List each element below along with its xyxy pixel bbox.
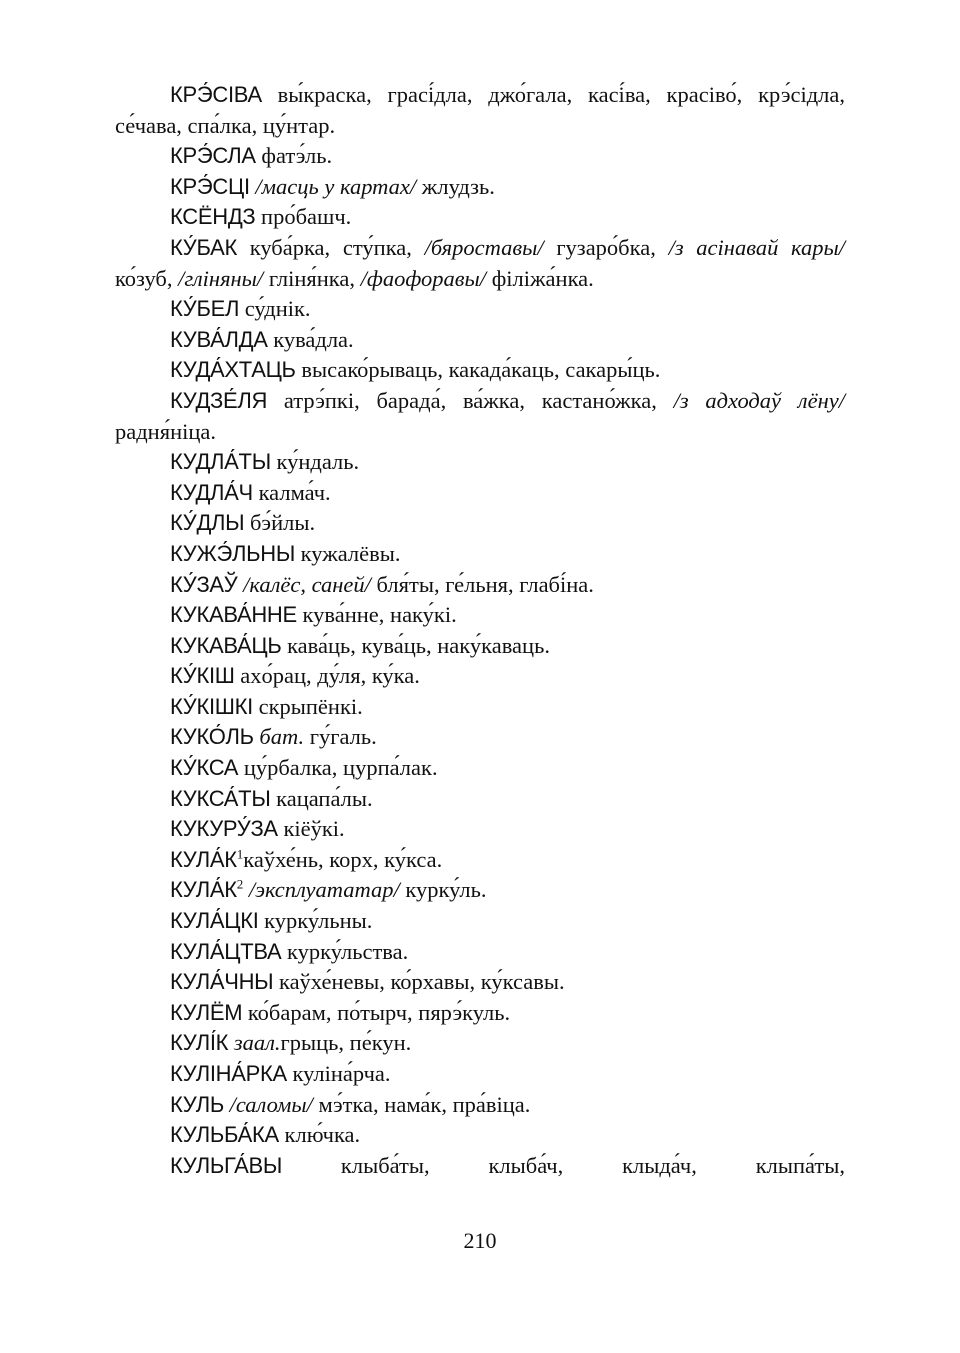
headword: КУ́БЕЛ — [170, 296, 240, 322]
dictionary-entry — [115, 202, 845, 233]
synonyms-text: жлудзь. — [416, 173, 495, 199]
dictionary-entry — [115, 508, 845, 539]
headword: КУ́КІШКІ — [170, 693, 253, 719]
dictionary-entry — [115, 875, 845, 906]
headword: КУДЛА́Ч — [170, 479, 253, 505]
synonyms-text: курку́льства. — [281, 938, 409, 964]
synonyms-text: бэ́йлы. — [244, 510, 316, 536]
headword: КУКАВА́ННЕ — [170, 602, 297, 628]
headword: КУКО́ЛЬ — [170, 724, 254, 750]
synonyms-text: калма́ч. — [252, 479, 331, 505]
headword: КУЛЬБА́КА — [170, 1122, 279, 1148]
synonyms-text: курку́льны. — [258, 908, 373, 934]
synonyms-text: вы́краска, грасі́дла, джо́гала, касі́ва, красіво́, крэ́сідла, се́чава, спа́лка, цу́нтар. — [115, 82, 845, 138]
headword: КУЛА́К — [170, 846, 237, 872]
dictionary-entry — [115, 784, 845, 815]
synonyms-text: ку́ндаль. — [270, 449, 360, 475]
synonyms-text: філіжа́нка. — [486, 265, 594, 291]
synonyms-text: скрыпёнкі. — [252, 693, 363, 719]
synonyms-text: кацапа́лы. — [270, 785, 373, 811]
headword: КРЭ́СЦІ — [170, 173, 250, 199]
synonyms-text: бля́ты, ге́льня, глабі́на. — [370, 571, 594, 597]
headword: КУ́КІШ — [170, 663, 235, 689]
headword: КУЛЁМ — [170, 999, 243, 1025]
usage-note: заал. — [233, 1030, 281, 1056]
synonyms-text: высако́рываць, какада́каць, сакары́ць. — [295, 357, 661, 383]
headword: КУ́ДЛЫ — [170, 510, 245, 536]
synonyms-text: клыба́ты, клыба́ч, клыда́ч, клыпа́ты, — [282, 1152, 845, 1178]
dictionary-entry — [115, 386, 845, 447]
synonyms-text: каўхе́невы, ко́рхавы, ку́ксавы. — [273, 969, 565, 995]
synonyms-text: каўхе́нь, корх, ку́кса. — [243, 846, 443, 872]
headword: КСЁНДЗ — [170, 204, 256, 230]
synonyms-text: куба́рка, сту́пка, — [236, 234, 425, 260]
dictionary-entry — [115, 325, 845, 356]
synonyms-text: кава́ць, кува́ць, наку́каваць. — [281, 632, 550, 658]
synonyms-text: кіёўкі. — [277, 816, 345, 842]
homonym-index: 1 — [236, 846, 244, 862]
headword: КУЛА́К — [170, 877, 237, 903]
synonyms-text: цу́рбалка, цурпа́лак. — [238, 755, 438, 781]
headword: КУЖЭ́ЛЬНЫ — [170, 540, 296, 566]
dictionary-entry — [115, 1120, 845, 1151]
synonyms-text: axо́рац, ду́ля, ку́ка. — [234, 663, 420, 689]
dictionary-entry — [115, 631, 845, 662]
dictionary-entry — [115, 447, 845, 478]
headword: КУДА́ХТАЦЬ — [170, 357, 296, 383]
headword: КРЭ́СЛА — [170, 143, 256, 169]
headword: КУКАВА́ЦЬ — [170, 632, 282, 658]
usage-note: бат. — [259, 724, 305, 750]
headword: КУВА́ЛДА — [170, 326, 268, 352]
headword: КУЛА́ЦКІ — [170, 908, 259, 934]
synonyms-text: су́днік. — [239, 296, 311, 322]
dictionary-entry — [115, 233, 845, 294]
headword: КУЛА́ЦТВА — [170, 938, 282, 964]
dictionary-entry — [115, 1151, 845, 1182]
usage-note: /бяроставы/ — [424, 234, 544, 260]
dictionary-entry — [115, 906, 845, 937]
usage-note: /фаофоравы/ — [360, 265, 487, 291]
synonyms-text: гліня́нка, — [263, 265, 361, 291]
dictionary-entry — [115, 478, 845, 509]
usage-note: /саломы/ — [229, 1091, 313, 1117]
synonyms-text: гузаро́бка, — [543, 234, 669, 260]
headword: КУЛІНА́РКА — [170, 1061, 287, 1086]
dictionary-entry — [115, 355, 845, 386]
usage-note: /эксплуататар/ — [248, 877, 400, 903]
dictionary-entry — [115, 172, 845, 203]
dictionary-entry — [115, 1059, 845, 1090]
synonyms-text: кува́дла. — [267, 326, 354, 352]
dictionary-entry — [115, 722, 845, 753]
dictionary-entry — [115, 80, 845, 141]
dictionary-entry — [115, 539, 845, 570]
headword: КУЛЬ — [170, 1091, 224, 1117]
synonyms-text: куліна́рча. — [286, 1061, 391, 1086]
usage-note: /гліняны/ — [178, 265, 264, 291]
synonyms-text: грыць, пе́кун. — [280, 1030, 412, 1056]
synonyms-text: кужалёвы. — [295, 540, 401, 566]
usage-note: /з адходаў лёну/ — [673, 387, 845, 413]
headword: КУ́КСА — [170, 755, 239, 781]
synonyms-text: мэ́тка, нама́к, пра́віца. — [312, 1091, 531, 1117]
synonyms-text: кува́нне, наку́кі. — [296, 602, 457, 628]
dictionary-entry — [115, 814, 845, 845]
usage-note: /з асінавай кары/ — [668, 234, 845, 260]
headword: КУКСА́ТЫ — [170, 785, 271, 811]
headword: КУЛІ́К — [170, 1030, 229, 1056]
headword: КУЛЬГА́ВЫ — [170, 1152, 283, 1178]
synonyms-text: про́башч. — [255, 204, 352, 230]
synonyms-text: радня́ніца. — [115, 418, 217, 444]
usage-note: /калёс, саней/ — [243, 571, 371, 597]
headword: КРЭ́СІВА — [170, 82, 262, 107]
dictionary-entry — [115, 998, 845, 1029]
headword: КУДЗЕ́ЛЯ — [170, 387, 268, 413]
headword: КУ́ЗАЎ — [170, 571, 238, 597]
dictionary-entry — [115, 1090, 845, 1121]
synonyms-text: фатэ́ль. — [255, 143, 333, 169]
headword: КУ́БАК — [170, 234, 237, 260]
synonyms-text: атрэ́пкі, барада́, ва́жка, кастано́жка, — [267, 387, 674, 413]
page-number: 210 — [463, 1228, 497, 1253]
headword: КУДЛА́ТЫ — [170, 449, 271, 475]
synonyms-text: гу́галь. — [304, 724, 377, 750]
usage-note: /масць у картах/ — [255, 173, 417, 199]
dictionary-entry — [115, 141, 845, 172]
dictionary-entry — [115, 294, 845, 325]
dictionary-entry — [115, 661, 845, 692]
dictionary-entry — [115, 570, 845, 601]
headword: КУЛА́ЧНЫ — [170, 969, 274, 995]
dictionary-entry — [115, 1028, 845, 1059]
dictionary-entry — [115, 692, 845, 723]
dictionary-entry — [115, 600, 845, 631]
synonyms-text: ко́барам, по́тырч, пярэ́куль. — [242, 999, 511, 1025]
dictionary-page — [115, 80, 845, 1181]
synonyms-text: ко́зуб, — [115, 265, 179, 291]
dictionary-entry — [115, 967, 845, 998]
synonyms-text: клю́чка. — [278, 1122, 361, 1148]
headword: КУКУРУ́ЗА — [170, 816, 278, 842]
dictionary-entry — [115, 753, 845, 784]
dictionary-entry — [115, 845, 845, 876]
dictionary-entry — [115, 937, 845, 968]
homonym-index: 2 — [236, 876, 244, 892]
synonyms-text: курку́ль. — [399, 877, 487, 903]
